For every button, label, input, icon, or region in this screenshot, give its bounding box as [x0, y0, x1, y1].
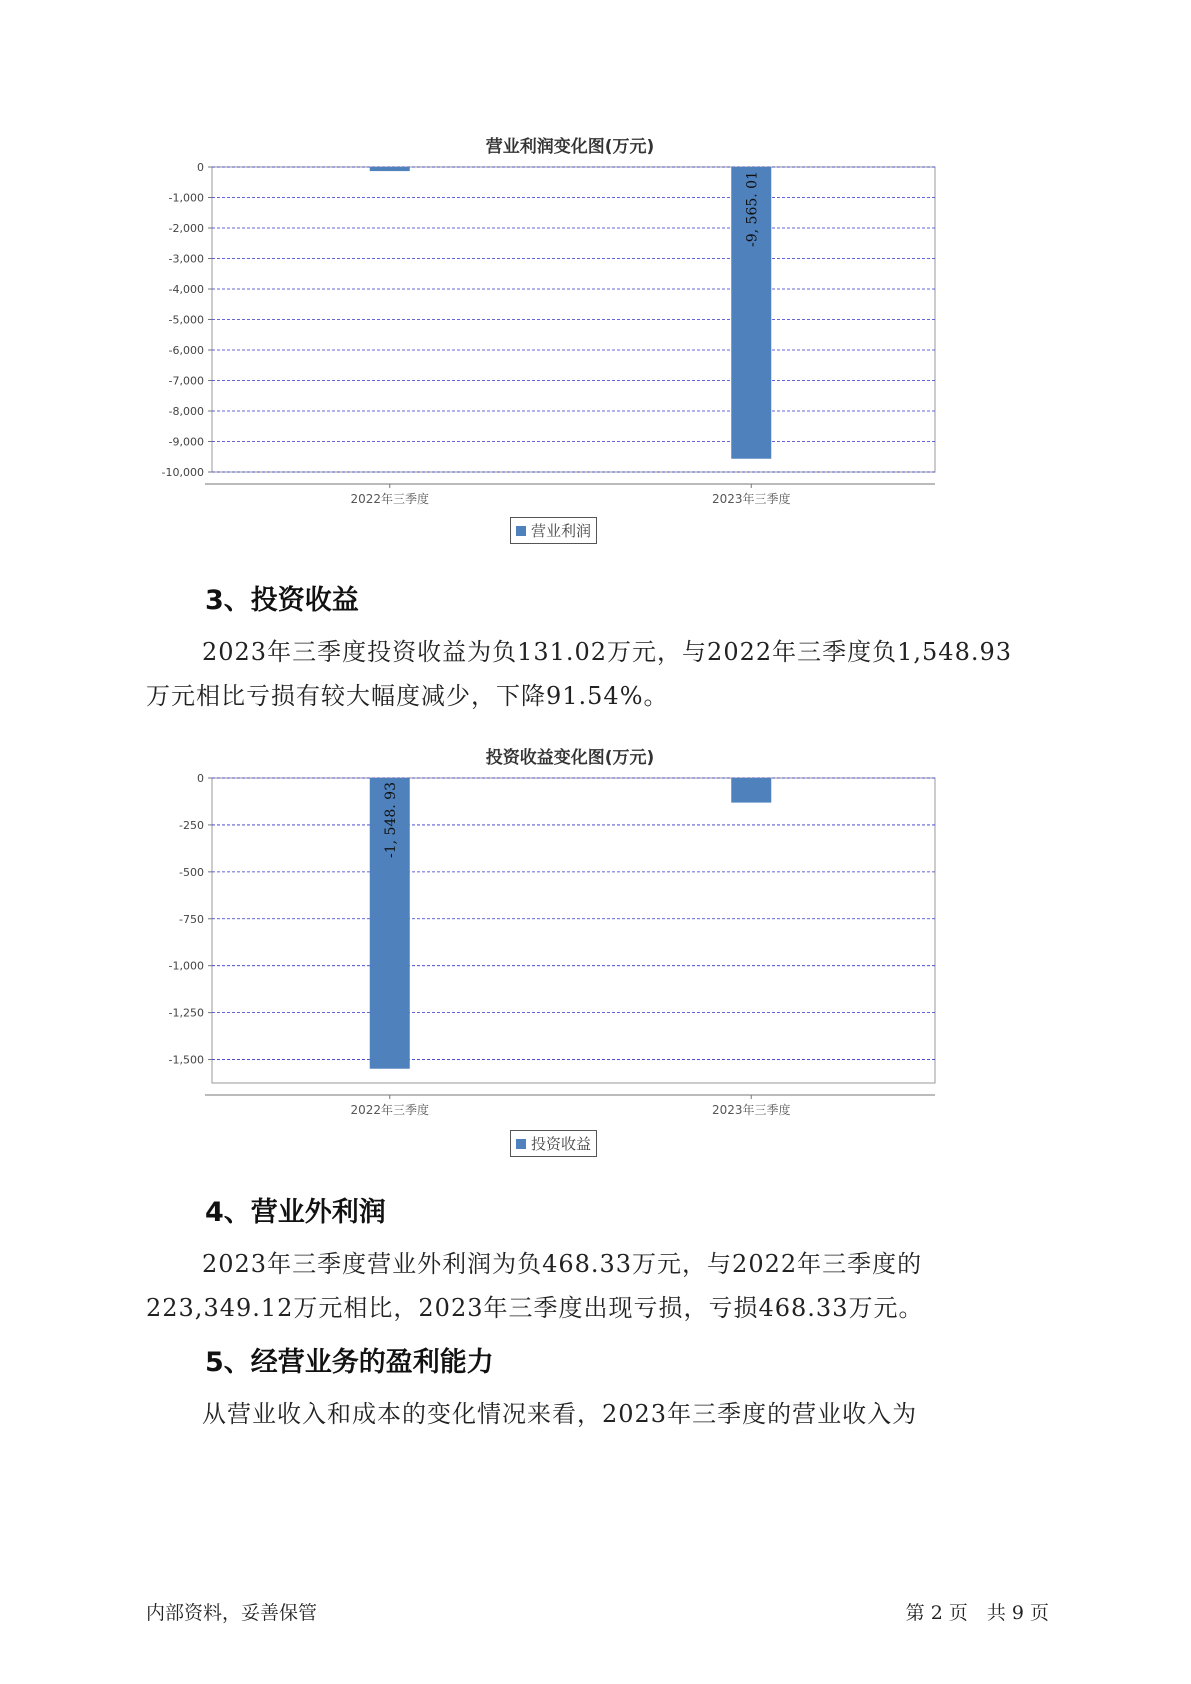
y-tick-label: 0: [197, 772, 204, 785]
section-3-heading: 3、投资收益: [205, 585, 359, 616]
bar: [370, 167, 410, 171]
y-tick-label: -10,000: [161, 466, 204, 479]
y-tick-label: 0: [197, 161, 204, 174]
y-tick-label: -6,000: [168, 344, 204, 357]
y-tick-label: -4,000: [168, 283, 204, 296]
y-tick-label: -1,000: [168, 959, 204, 973]
chart-title: 营业利润变化图(万元): [485, 137, 655, 157]
section-5-heading: 5、经营业务的盈利能力: [205, 1347, 494, 1378]
legend-label: 营业利润: [531, 522, 592, 540]
section-4-paragraph: [146, 1242, 1046, 1330]
chart-legend: [510, 1130, 597, 1157]
x-tick-label: 2023年三季度: [711, 1103, 791, 1117]
y-tick-label: -500: [179, 865, 204, 879]
section-4-heading: 4、营业外利润: [205, 1197, 386, 1228]
section-4-line-1: 2023年三季度营业外利润为负468.33万元，与2022年三季度的: [202, 1250, 923, 1278]
section-3-paragraph: [146, 630, 1046, 718]
y-tick-label: -1,000: [168, 191, 204, 205]
section-5-paragraph: [146, 1392, 1046, 1436]
section-3-line-1: 2023年三季度投资收益为负131.02万元，与2022年三季度负1,548.93: [202, 638, 1013, 666]
legend-swatch: [516, 1139, 526, 1149]
section-5-line-1: 从营业收入和成本的变化情况来看，2023年三季度的营业收入为: [202, 1400, 918, 1428]
footer-left: 内部资料，妥善保管: [146, 1602, 318, 1624]
x-tick-label: 2023年三季度: [711, 492, 791, 506]
investment-income-bar-chart: [150, 768, 1020, 1128]
plot-area: [212, 778, 935, 1083]
investment-income-chart: [150, 743, 1020, 1163]
section-3-line-2: 万元相比亏损有较大幅度减少，下降91.54%。: [146, 682, 669, 710]
bar-data-label: -9, 565. 01: [744, 171, 761, 247]
y-tick-label: -7,000: [168, 374, 204, 388]
y-tick-label: -750: [179, 912, 204, 926]
y-tick-label: -9,000: [168, 435, 204, 449]
y-tick-label: -2,000: [168, 222, 204, 235]
chart-legend: [510, 517, 597, 544]
x-tick-label: 2022年三季度: [350, 492, 430, 506]
y-tick-label: -250: [179, 818, 204, 832]
chart-title: 投资收益变化图(万元): [485, 748, 655, 768]
section-4-line-2: 223,349.12万元相比，2023年三季度出现亏损，亏损468.33万元。: [146, 1294, 924, 1322]
legend-label: 投资收益: [531, 1135, 592, 1153]
legend-swatch: [516, 526, 526, 536]
y-tick-label: -1,500: [168, 1053, 204, 1067]
operating-profit-chart: [150, 132, 1020, 552]
x-tick-label: 2022年三季度: [350, 1103, 430, 1117]
y-tick-label: -1,250: [168, 1006, 204, 1020]
y-tick-label: -5,000: [168, 313, 204, 327]
y-tick-label: -8,000: [168, 405, 204, 418]
y-tick-label: -3,000: [168, 252, 204, 266]
bar-data-label: -1, 548. 93: [382, 782, 399, 858]
bar: [731, 778, 771, 803]
footer-page-number: 第 2 页 共 9 页: [905, 1602, 1049, 1624]
operating-profit-bar-chart: [150, 157, 1020, 517]
